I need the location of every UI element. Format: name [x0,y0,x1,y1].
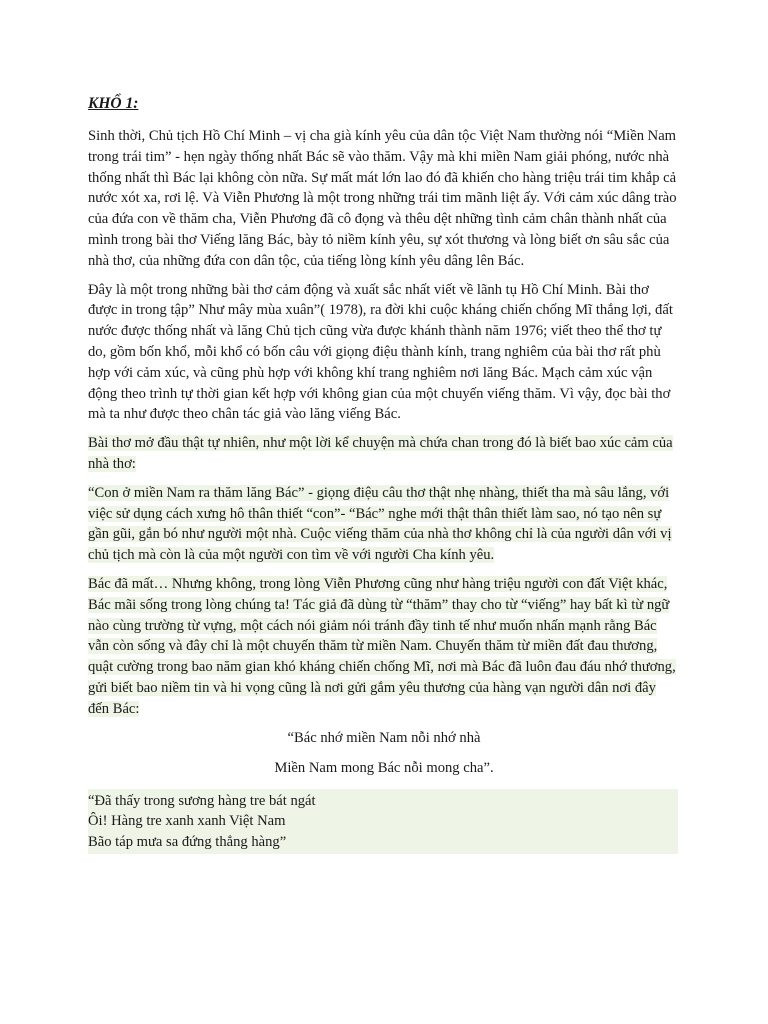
section-heading: KHỔ 1: [88,95,139,112]
poem-line-2: Ôi! Hàng tre xanh xanh Việt Nam [88,813,286,830]
quote-line-1: “Bác nhớ miền Nam nỗi nhớ nhà [287,729,481,746]
poem-line-3: Bão táp mưa sa đứng thẳng hàng” [88,833,287,850]
document-page [88,94,680,854]
highlighted-text: Bài thơ mở đầu thật tự nhiên, như một lời kể chuyện mà chứa chan trong đó là biết bao xúc cảm của nhà thơ: [88,435,673,472]
paragraph-analysis-1 [88,483,680,566]
paragraph-intro: Sinh thời, Chủ tịch Hồ Chí Minh – vị cha già kính yêu của dân tộc Việt Nam thường nói “Miền Nam trong trái tim” - hẹn ngày thống nhất Bác sẽ vào thăm. Vậy mà khi miền Nam giải phóng, nước nhà thống nhất thì Bác lại không còn nữa. Sự mất mát lớn lao đó đã khiến cho hàng triệu trái tim khắp cả nước xót xa, rơi lệ. Và Viễn Phương là một trong những trái tim mãnh liệt ấy. Với cảm xúc dâng trào của đứa con về thăm cha, Viễn Phương đã cô đọng và thêu dệt những tình cảm chân thành nhất của mình trong bài thơ Viếng lăng Bác, bày tỏ niềm kính yêu, sự xót thương và lòng biết ơn sâu sắc của nhà thơ, của những đứa con dân tộc, của tiếng lòng kính yêu dâng lên Bác. [88,128,677,269]
quote-line-2: Miền Nam mong Bác nỗi mong cha”. [274,760,494,777]
poem-block [88,789,678,854]
highlighted-text: Bác đã mất… Nhưng không, trong lòng Viễn Phương cũng như hàng triệu người con đất Việt khác, Bác mãi sống trong lòng chúng ta! Tác giả đã dùng từ “thăm” thay cho từ “viếng” hay bất kì từ ngữ nào cùng trường từ vựng, một cách nói giảm nói tránh đầy tinh tế như muốn nhấn mạnh rằng Bác vẫn còn sống và đây chỉ là một chuyến thăm từ miền Nam. Chuyến thăm từ miền đất đau thương, quật cường trong bao năm gian khó kháng chiến chống Mĩ, nơi mà Bác đã luôn đau đáu nhớ thương, gửi biết bao niềm tin và hi vọng cũng là nơi gửi gắm yêu thương của hàng vạn người dân nơi đây đến Bác: [88,575,676,717]
poem-line-1: “Đã thấy trong sương hàng tre bát ngát [88,793,316,810]
highlighted-text: “Con ở miền Nam ra thăm lăng Bác” - giọng điệu câu thơ thật nhẹ nhàng, thiết tha mà sâu lắng, với việc sử dụng cách xưng hô thân thiết “con”- “Bác” nghe mới thật thân thiết làm sao, nó tạo nên sự gần gũi, gắn bó như người một nhà. Cuộc viếng thăm của nhà thơ không chỉ là của người dân với vị chủ tịch mà còn là của một người con tìm về với người Cha kính yêu. [88,484,672,564]
paragraph-context: Đây là một trong những bài thơ cảm động và xuất sắc nhất viết về lãnh tụ Hồ Chí Minh. Bài thơ được in trong tập” Như mây mùa xuân”( 1978), ra đời khi cuộc kháng chiến chống Mĩ thắng lợi, đất nước được thống nhất và lăng Chủ tịch cũng vừa được khánh thành năm 1976; viết theo thể thơ tự do, gồm bốn khổ, mỗi khổ có bốn câu với giọng điệu thành kính, trang nghiêm của bài thơ rất phù hợp với cảm xúc, và cũng phù hợp với không khí trang nghiêm nơi lăng Bác. Mạch cảm xúc vận động theo trình tự thời gian kết hợp với không gian của một chuyến viếng thăm. Vì vậy, đọc bài thơ mà ta như được theo chân tác giả vào lăng viếng Bác. [88,281,673,423]
paragraph-analysis-2 [88,574,680,720]
paragraph-opening [88,433,680,475]
